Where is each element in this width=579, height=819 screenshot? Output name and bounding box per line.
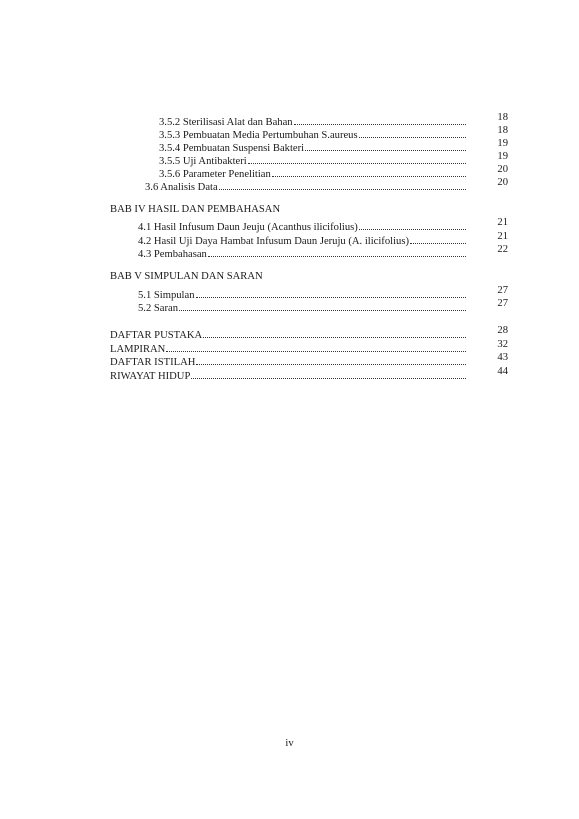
toc-entry-page: 21 <box>497 217 508 228</box>
toc-leader <box>166 338 466 352</box>
toc-entry-label: DAFTAR PUSTAKA <box>110 330 203 341</box>
toc-entry-label: 3.5.4 Pembuatan Suspensi Bakteri <box>159 143 305 154</box>
toc-entry-label: 5.2 Saran <box>138 303 179 314</box>
toc-leader <box>359 124 466 138</box>
toc-entry-label: 3.6 Analisis Data <box>145 182 218 193</box>
toc-entry-page: 19 <box>497 151 508 162</box>
toc-leader <box>219 176 466 190</box>
toc-leader <box>191 365 466 379</box>
toc-entry-3-5-3 <box>159 124 508 141</box>
toc-entry-3-5-5 <box>159 150 508 167</box>
toc-entry-3-6 <box>145 176 508 193</box>
toc-entry-lampiran <box>110 338 508 355</box>
toc-entry-page: 20 <box>497 177 508 188</box>
toc-entry-label: 3.5.3 Pembuatan Media Pertumbuhan S.aureus <box>159 130 358 141</box>
toc-entry-page: 21 <box>497 231 508 242</box>
toc-entry-page: 32 <box>497 339 508 350</box>
page-number: iv <box>285 738 294 749</box>
toc-entry-page: 19 <box>497 138 508 149</box>
toc-entry-3-5-2 <box>159 111 508 128</box>
toc-entry-page: 22 <box>497 244 508 255</box>
toc-entry-daftar-pustaka <box>110 324 508 341</box>
toc-leader <box>359 216 466 230</box>
toc-entry-label: LAMPIRAN <box>110 344 166 355</box>
toc-leader <box>410 230 466 244</box>
toc-entry-5-2 <box>138 297 508 314</box>
toc-leader <box>272 163 466 177</box>
toc-entry-label: 4.3 Pembahasan <box>138 249 207 260</box>
toc-entry-riwayat-hidup <box>110 365 508 382</box>
toc-leader <box>196 351 466 365</box>
toc-entry-3-5-4 <box>159 137 508 154</box>
toc-entry-label: 3.5.6 Parameter Penelitian <box>159 169 271 180</box>
toc-entry-daftar-istilah <box>110 351 508 368</box>
toc-entry-4-3 <box>138 243 508 260</box>
toc-leader <box>248 150 466 164</box>
toc-leader <box>208 243 466 257</box>
toc-entry-page: 18 <box>497 112 508 123</box>
toc-entry-page: 28 <box>497 325 508 336</box>
toc-entry-4-2 <box>138 230 508 247</box>
toc-entry-label: 4.1 Hasil Infusum Daun Jeuju (Acanthus ilicifolius) <box>138 222 358 233</box>
toc-entry-page: 43 <box>497 352 508 363</box>
toc-entry-label: DAFTAR ISTILAH <box>110 357 196 368</box>
toc-entry-5-1 <box>138 284 508 301</box>
toc-leader <box>203 324 466 338</box>
toc-entry-page: 44 <box>497 366 508 377</box>
toc-entry-label: RIWAYAT HIDUP <box>110 371 191 382</box>
toc-leader <box>294 111 466 125</box>
toc-entry-page: 27 <box>497 298 508 309</box>
toc-entry-page: 27 <box>497 285 508 296</box>
toc-entry-label: 4.2 Hasil Uji Daya Hambat Infusum Daun Jeruju (A. ilicifolius) <box>138 236 409 247</box>
chapter-heading-bab-5: BAB V SIMPULAN DAN SARAN <box>110 271 263 282</box>
toc-leader <box>179 297 466 311</box>
chapter-heading-bab-4: BAB IV HASIL DAN PEMBAHASAN <box>110 204 281 215</box>
toc-entry-4-1 <box>138 216 508 233</box>
toc-entry-label: 3.5.2 Sterilisasi Alat dan Bahan <box>159 117 293 128</box>
toc-leader <box>305 137 466 151</box>
toc-entry-page: 18 <box>497 125 508 136</box>
toc-entry-label: 3.5.5 Uji Antibakteri <box>159 156 247 167</box>
toc-leader <box>196 284 466 298</box>
toc-entry-page: 20 <box>497 164 508 175</box>
toc-entry-label: 5.1 Simpulan <box>138 290 195 301</box>
toc-entry-3-5-6 <box>159 163 508 180</box>
